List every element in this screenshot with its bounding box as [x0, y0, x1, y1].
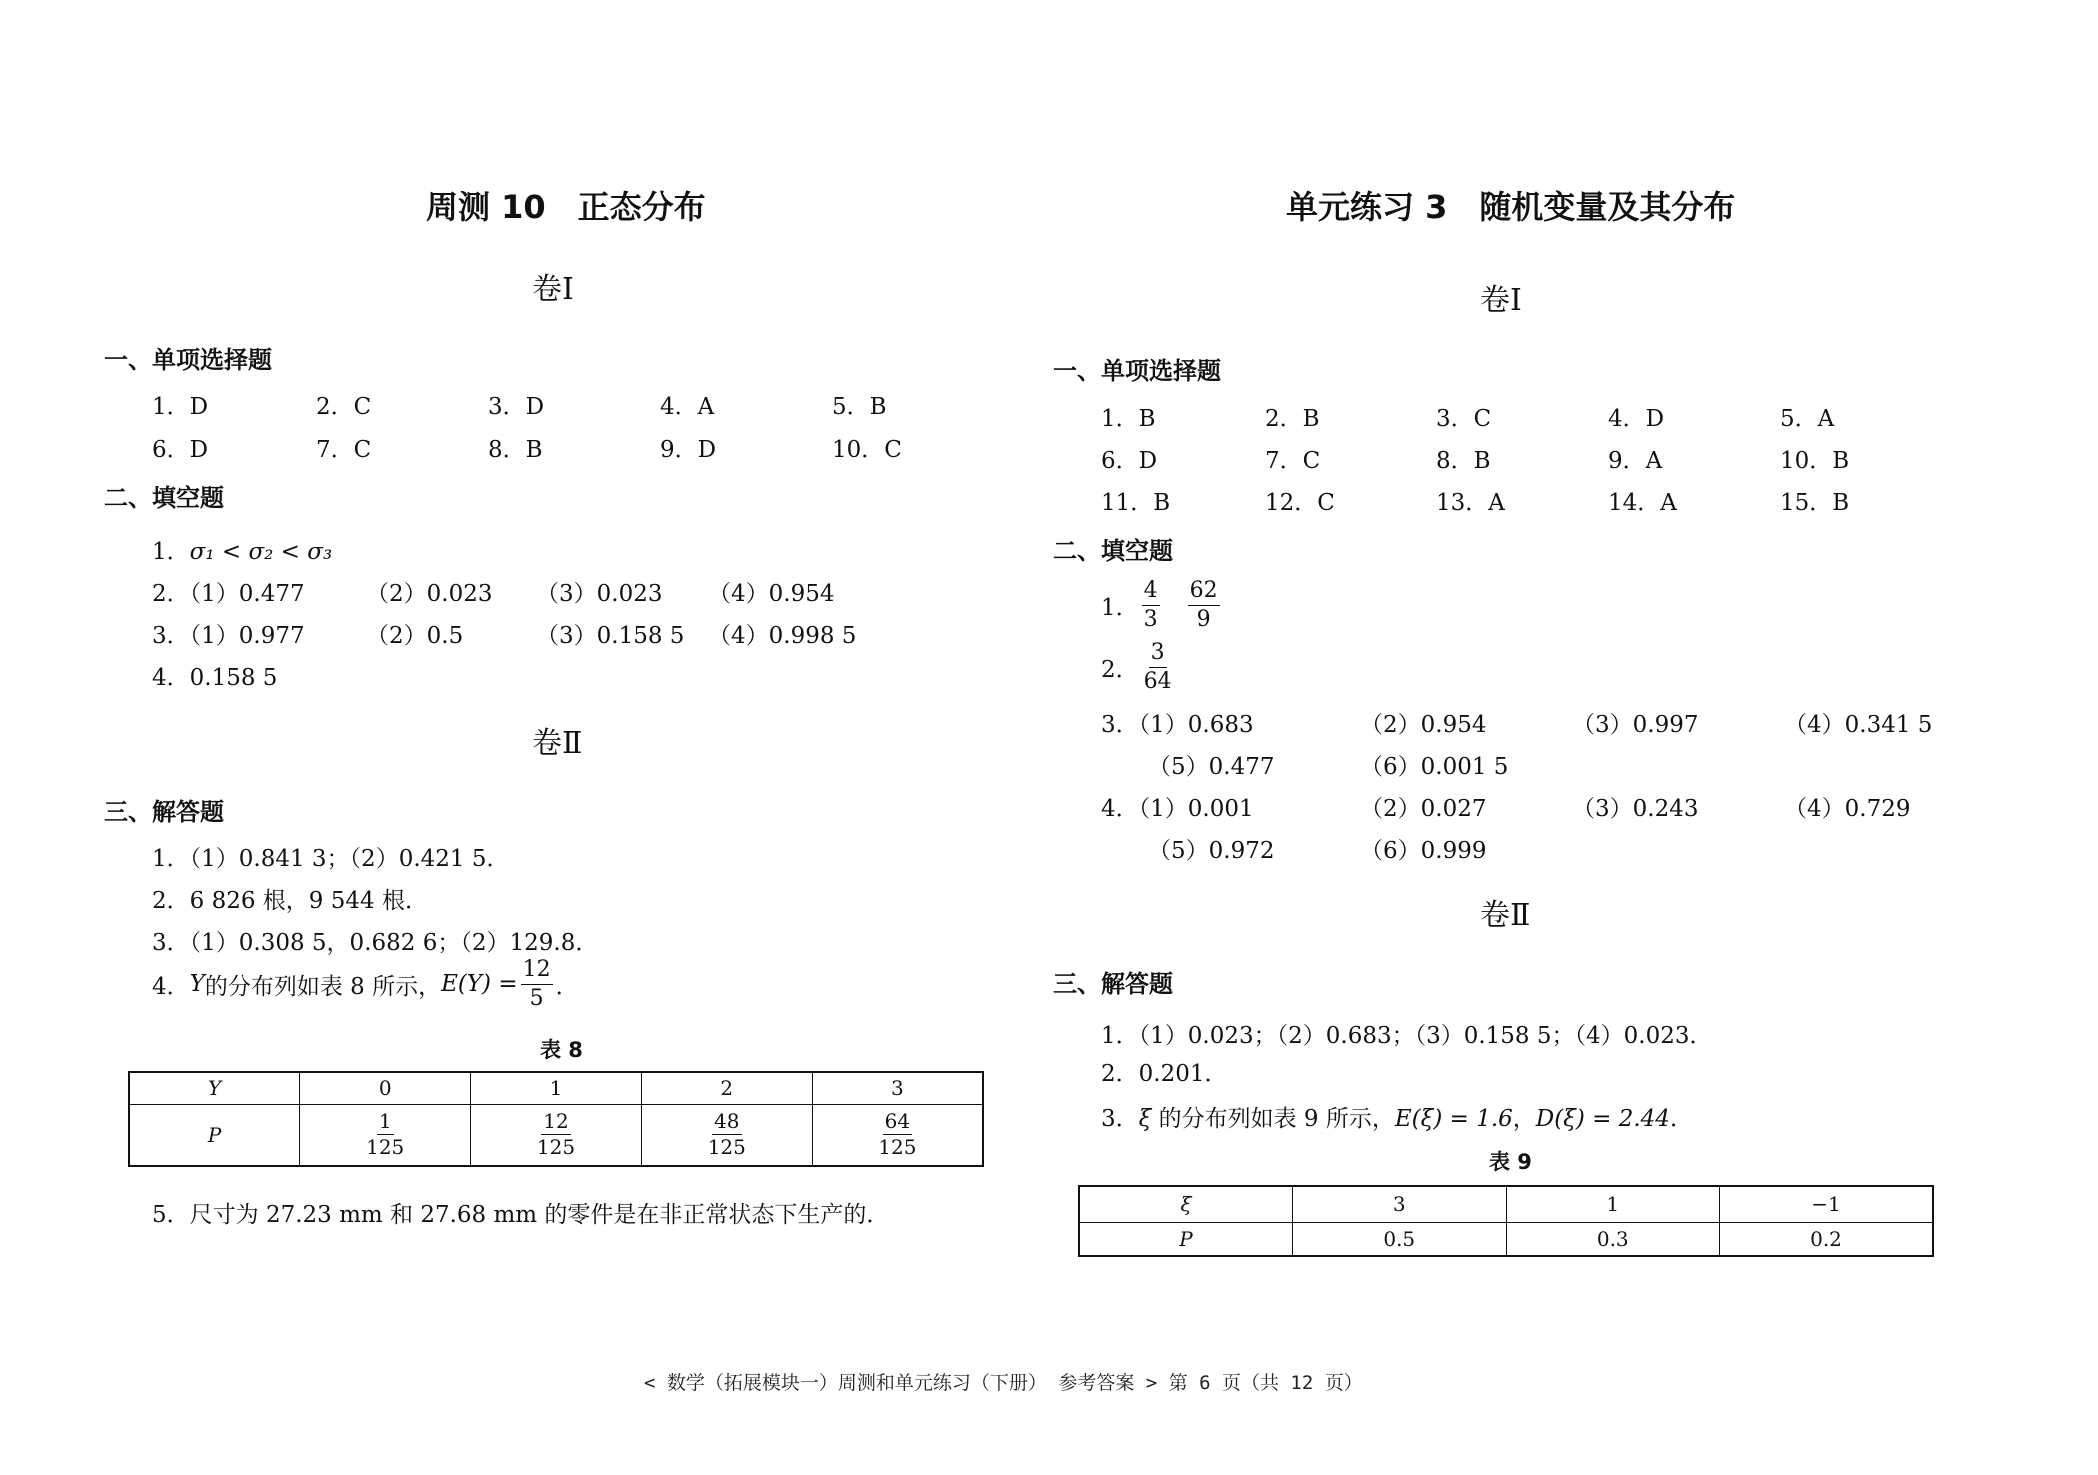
right-section-choice: 一、单项选择题 [1053, 357, 1221, 385]
table-cell: 0.2 [1720, 1222, 1934, 1256]
right-answer-3: 3．ξ 的分布列如表 9 所示，E(ξ) = 1.6，D(ξ) = 2.44． [1101, 1106, 1693, 1132]
choice-item: 7．C [316, 437, 372, 463]
fill-item: （2）0.5 [366, 623, 464, 649]
choice-item: 4．A [660, 394, 715, 420]
table-header-cell: 1 [1506, 1186, 1720, 1222]
fraction: $\frac{62}{9}$ [1189, 578, 1218, 632]
table-row-label: P [1079, 1222, 1293, 1256]
left-juan1-heading: 卷Ⅰ [532, 272, 574, 307]
table-header-cell: ξ [1079, 1186, 1293, 1222]
fill-item: 4．（1）0.001 [1101, 796, 1254, 822]
distribution-table-8 [128, 1071, 984, 1167]
choice-item: 10．C [832, 437, 902, 463]
left-answer-2: 2．6 826 根，9 544 根． [152, 888, 428, 914]
right-juan2-heading: 卷Ⅱ [1480, 898, 1531, 933]
choice-item: 5．B [832, 394, 887, 420]
right-section-answer: 三、解答题 [1053, 970, 1173, 998]
table-cell: $\frac{1}{125}$ [300, 1104, 471, 1166]
choice-item: 1．D [152, 394, 209, 420]
left-answer-5: 5．尺寸为 27.23 mm 和 27.68 mm 的零件是在非正常状态下生产的． [152, 1202, 890, 1228]
fill-item: 2．（1）0.477 [152, 581, 305, 607]
right-table-caption: 表 9 [1489, 1150, 1532, 1174]
table-header-cell: 0 [300, 1072, 471, 1104]
left-fill-4: 4．0.158 5 [152, 665, 278, 691]
fill-item: 3．（1）0.683 [1101, 712, 1254, 738]
right-answer-1: 1．（1）0.023；（2）0.683；（3）0.158 5；（4）0.023． [1101, 1023, 1713, 1049]
expectation-fraction: $\frac{12}{5}$ [522, 957, 551, 1011]
choice-item: 2．B [1265, 406, 1320, 432]
left-answer-4: 4． Y 的分布列如表 8 所示， E(Y) = $\frac{12}{5}$ ． [152, 957, 579, 1011]
choice-item: 15．B [1780, 490, 1850, 516]
right-choice-row-3 [0, 484, 2098, 514]
choice-item: 8．B [1436, 448, 1491, 474]
table-header-cell: −1 [1720, 1186, 1934, 1222]
left-section-choice: 一、单项选择题 [104, 346, 272, 374]
right-fill-1: 1． $\frac{4}{3}$ $\frac{62}{9}$ [1101, 578, 1218, 632]
table-row-label: P [129, 1104, 300, 1166]
table-row [129, 1072, 983, 1104]
table-cell: $\frac{48}{125}$ [641, 1104, 812, 1166]
fill-item: （2）0.023 [366, 581, 493, 607]
table-row [1079, 1222, 1933, 1256]
left-fill-3 [0, 617, 1000, 647]
right-section-fill: 二、填空题 [1053, 537, 1173, 565]
fill-item: （4）0.341 5 [1784, 712, 1933, 738]
table-header-cell: 3 [812, 1072, 983, 1104]
choice-item: 6．D [1101, 448, 1158, 474]
fill-item: （2）0.954 [1360, 712, 1487, 738]
left-table-caption: 表 8 [540, 1038, 583, 1062]
choice-item: 8．B [488, 437, 543, 463]
fill-item: （4）0.998 5 [708, 623, 857, 649]
choice-item: 3．C [1436, 406, 1492, 432]
left-fill-1: 1．σ₁ < σ₂ < σ₃ [152, 539, 333, 565]
right-fill-4-row-2 [0, 832, 2098, 862]
choice-item: 13．A [1436, 490, 1505, 516]
right-page-title: 单元练习 3 随机变量及其分布 [1286, 188, 1736, 226]
choice-item: 9．A [1608, 448, 1663, 474]
fraction: $\frac{4}{3}$ [1143, 578, 1158, 632]
fill-item: 3．（1）0.977 [152, 623, 305, 649]
table-header-cell: 2 [641, 1072, 812, 1104]
fill-item: （6）0.999 [1360, 838, 1487, 864]
right-fill-4-row-1 [0, 790, 2098, 820]
choice-item: 1．B [1101, 406, 1156, 432]
table-cell: 0.3 [1506, 1222, 1720, 1256]
choice-item: 2．C [316, 394, 372, 420]
right-fill-3-row-1 [0, 706, 2098, 736]
left-answer-1: 1．（1）0.841 3；（2）0.421 5． [152, 846, 510, 872]
right-fill-3-row-2 [0, 748, 2098, 778]
table-header-cell: 1 [471, 1072, 642, 1104]
choice-item: 4．D [1608, 406, 1665, 432]
fraction: $\frac{3}{64}$ [1143, 640, 1172, 694]
choice-item: 14．A [1608, 490, 1677, 516]
table-row [129, 1104, 983, 1166]
table-cell: $\frac{64}{125}$ [812, 1104, 983, 1166]
left-section-answer: 三、解答题 [104, 798, 224, 826]
choice-item: 12．C [1265, 490, 1335, 516]
fill-item: （6）0.001 5 [1360, 754, 1509, 780]
table-cell: $\frac{12}{125}$ [471, 1104, 642, 1166]
distribution-table-9 [1078, 1185, 1934, 1257]
fill-item: （5）0.972 [1148, 838, 1275, 864]
left-juan2-heading: 卷Ⅱ [532, 726, 583, 761]
right-fill-2: 2． $\frac{3}{64}$ [1101, 640, 1172, 694]
fill-item: （3）0.997 [1572, 712, 1699, 738]
fill-item: （3）0.243 [1572, 796, 1699, 822]
fill-item: （2）0.027 [1360, 796, 1487, 822]
choice-item: 6．D [152, 437, 209, 463]
choice-item: 9．D [660, 437, 717, 463]
table-row [1079, 1186, 1933, 1222]
fill-item: （5）0.477 [1148, 754, 1275, 780]
page-footer: < 数学（拓展模块一）周测和单元练习（下册） 参考答案 > 第 6 页（共 12 页） [644, 1372, 1363, 1394]
choice-item: 3．D [488, 394, 545, 420]
fill-item: （4）0.729 [1784, 796, 1911, 822]
table-header-cell: 3 [1293, 1186, 1507, 1222]
choice-item: 10．B [1780, 448, 1850, 474]
table-header-cell: Y [129, 1072, 300, 1104]
choice-item: 5．A [1780, 406, 1835, 432]
choice-item: 11．B [1101, 490, 1171, 516]
left-fill-2 [0, 575, 1000, 605]
right-juan1-heading: 卷Ⅰ [1480, 283, 1522, 318]
fill-item: （3）0.023 [536, 581, 663, 607]
right-choice-row-1 [0, 400, 2098, 430]
left-page-title: 周测 10 正态分布 [426, 188, 706, 226]
right-choice-row-2 [0, 442, 2098, 472]
choice-item: 7．C [1265, 448, 1321, 474]
table-cell: 0.5 [1293, 1222, 1507, 1256]
fill-item: （3）0.158 5 [536, 623, 685, 649]
left-answer-3: 3．（1）0.308 5，0.682 6；（2）129.8． [152, 930, 599, 956]
left-section-fill: 二、填空题 [104, 484, 224, 512]
right-answer-2: 2．0.201． [1101, 1061, 1228, 1087]
fill-item: （4）0.954 [708, 581, 835, 607]
